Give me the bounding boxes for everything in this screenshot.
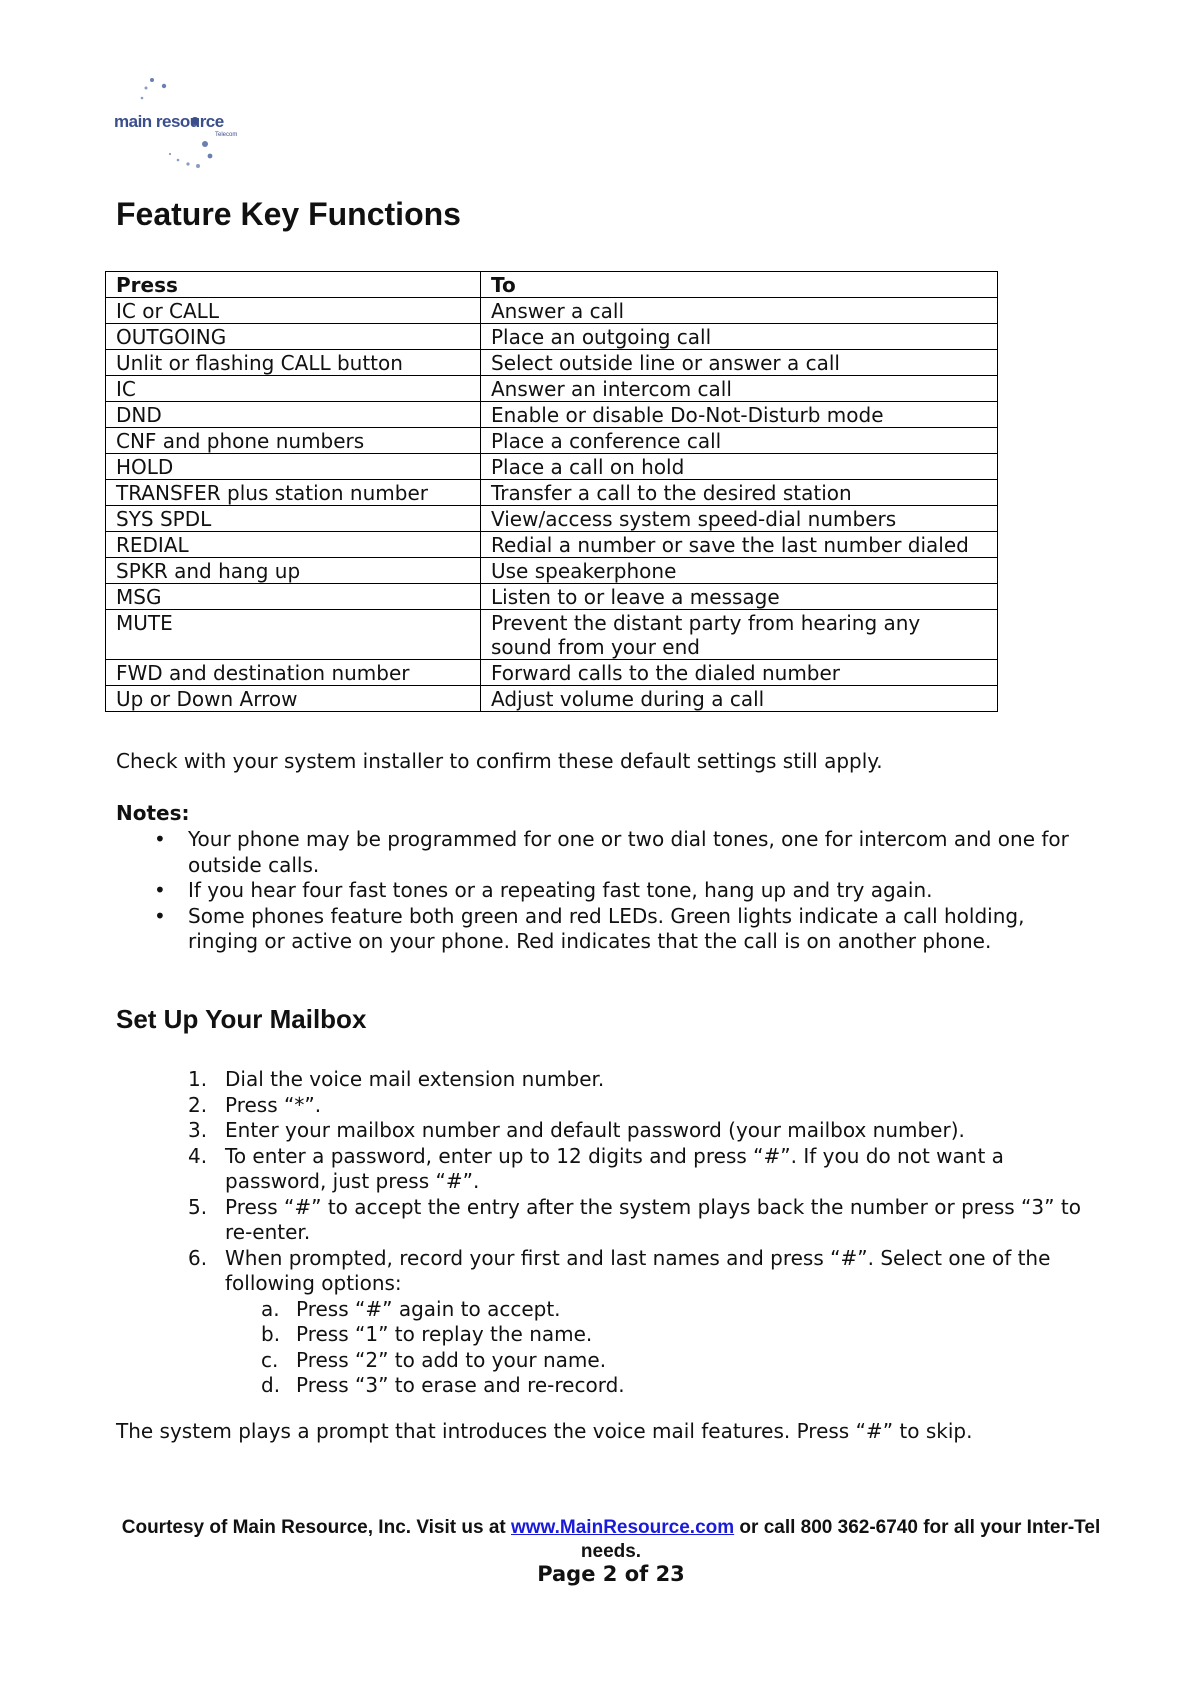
- sub-step-text: Press “3” to erase and re-record.: [296, 1373, 625, 1397]
- cell-press: SPKR and hang up: [106, 558, 481, 584]
- feature-key-table: [105, 271, 998, 712]
- cell-press: HOLD: [106, 454, 481, 480]
- table-row: [106, 402, 998, 428]
- cell-press: Unlit or flashing CALL button: [106, 350, 481, 376]
- cell-to: Select outside line or answer a call: [481, 350, 998, 376]
- table-row: [106, 506, 998, 532]
- cell-to: Use speakerphone: [481, 558, 998, 584]
- notes-list: [116, 827, 1096, 955]
- footer-prefix: Courtesy of Main Resource, Inc. Visit us at: [121, 1517, 511, 1538]
- step-text: Dial the voice mail extension number.: [225, 1067, 605, 1091]
- cell-to: Answer a call: [481, 298, 998, 324]
- cell-to: Adjust volume during a call: [481, 686, 998, 712]
- sub-step-text: Press “1” to replay the name.: [296, 1322, 593, 1346]
- sub-step-text: Press “2” to add to your name.: [296, 1347, 607, 1372]
- table-header-row: [106, 272, 998, 298]
- sub-step-letter: d.: [261, 1373, 281, 1397]
- note-text: If you hear four fast tones or a repeating fast tone, hang up and try again.: [188, 878, 933, 902]
- step-number: 6.: [188, 1245, 208, 1270]
- cell-press: TRANSFER plus station number: [106, 480, 481, 506]
- step-number: 4.: [188, 1143, 208, 1168]
- closing-text: The system plays a prompt that introduces the voice mail features. Press “#” to skip.: [116, 1419, 973, 1443]
- cell-to: Transfer a call to the desired station: [481, 480, 998, 506]
- table-row: [106, 660, 998, 686]
- note-text: Some phones feature both green and red LEDs. Green lights indicate a call holding, ringing or active on your phone. Red indicates that the call is on another phone.: [188, 903, 1025, 953]
- cell-to: Forward calls to the dialed number: [481, 660, 998, 686]
- cell-to: Enable or disable Do-Not-Disturb mode: [481, 402, 998, 428]
- cell-to: Prevent the distant party from hearing any sound from your end: [481, 610, 998, 660]
- list-item: [261, 1373, 1098, 1399]
- step-text: Enter your mailbox number and default password (your mailbox number).: [225, 1118, 965, 1142]
- table-row: [106, 480, 998, 506]
- table-row: [106, 558, 998, 584]
- cell-to: Listen to or leave a message: [481, 584, 998, 610]
- sub-step-letter: c.: [261, 1347, 279, 1372]
- page-number: Page 2 of 23: [537, 1562, 685, 1586]
- list-item: [261, 1297, 1098, 1323]
- bullet-icon: •: [154, 878, 166, 902]
- list-item: [116, 827, 1096, 878]
- step-number: 5.: [188, 1194, 208, 1219]
- cell-press: DND: [106, 402, 481, 428]
- step-number: 2.: [188, 1092, 208, 1117]
- table-row: [106, 454, 998, 480]
- header-to: To: [481, 272, 998, 298]
- cell-press: OUTGOING: [106, 324, 481, 350]
- cell-press: CNF and phone numbers: [106, 428, 481, 454]
- table-row: [106, 298, 998, 324]
- list-item: [261, 1348, 1098, 1374]
- sub-step-letter: b.: [261, 1322, 281, 1346]
- note-text: Your phone may be programmed for one or two dial tones, one for intercom and one for outside calls.: [188, 827, 1069, 877]
- list-item: [188, 1246, 1098, 1399]
- mailbox-sub-steps: [225, 1297, 1098, 1399]
- bullet-icon: •: [154, 903, 166, 928]
- cell-to: Redial a number or save the last number dialed: [481, 532, 998, 558]
- list-item: [188, 1144, 1098, 1195]
- step-text: Press “#” to accept the entry after the system plays back the number or press “3” to re-enter.: [225, 1194, 1081, 1244]
- list-item: [188, 1195, 1098, 1246]
- sub-step-letter: a.: [261, 1296, 280, 1321]
- list-item: [188, 1118, 1098, 1144]
- cell-press: Up or Down Arrow: [106, 686, 481, 712]
- cell-press: IC: [106, 376, 481, 402]
- table-row: [106, 532, 998, 558]
- sub-step-text: Press “#” again to accept.: [296, 1296, 561, 1321]
- cell-press: MUTE: [106, 610, 481, 660]
- cell-press: SYS SPDL: [106, 506, 481, 532]
- footer: [116, 1516, 1106, 1564]
- footer-suffix: or call 800 362-6740 for all your Inter-Tel needs.: [580, 1517, 1101, 1562]
- table-row: [106, 686, 998, 712]
- list-item: [116, 904, 1096, 955]
- cell-to: Answer an intercom call: [481, 376, 998, 402]
- table-row: [106, 428, 998, 454]
- bullet-icon: •: [154, 827, 166, 851]
- website-link[interactable]: www.MainResource.com: [511, 1517, 735, 1538]
- page-title: Feature Key Functions: [116, 196, 461, 232]
- step-text: When prompted, record your first and last names and press “#”. Select one of the following options:: [225, 1245, 1051, 1295]
- cell-to: View/access system speed-dial numbers: [481, 506, 998, 532]
- cell-to: Place a conference call: [481, 428, 998, 454]
- cell-press: FWD and destination number: [106, 660, 481, 686]
- table-row: [106, 584, 998, 610]
- list-item: [116, 878, 1096, 904]
- step-text: To enter a password, enter up to 12 digits and press “#”. If you do not want a password, just press “#”.: [225, 1143, 1004, 1193]
- step-number: 3.: [188, 1118, 208, 1142]
- cell-to: Place an outgoing call: [481, 324, 998, 350]
- notes-title: Notes:: [116, 801, 190, 825]
- cell-press: REDIAL: [106, 532, 481, 558]
- check-installer-text: Check with your system installer to confirm these default settings still apply.: [116, 749, 883, 773]
- step-text: Press “*”.: [225, 1092, 322, 1117]
- header-press: Press: [106, 272, 481, 298]
- cell-to: Place a call on hold: [481, 454, 998, 480]
- company-logo: [112, 74, 252, 174]
- cell-press: IC or CALL: [106, 298, 481, 324]
- list-item: [188, 1067, 1098, 1093]
- table-row: [106, 324, 998, 350]
- table-row: [106, 350, 998, 376]
- logo-text: main resource: [114, 112, 224, 131]
- list-item: [261, 1322, 1098, 1348]
- mailbox-steps: [188, 1067, 1098, 1399]
- logo-subtext: Telecom: [215, 132, 238, 138]
- step-number: 1.: [188, 1067, 208, 1091]
- list-item: [188, 1093, 1098, 1119]
- mailbox-section-title: Set Up Your Mailbox: [116, 1004, 367, 1034]
- table-row: [106, 610, 998, 660]
- table-row: [106, 376, 998, 402]
- cell-press: MSG: [106, 584, 481, 610]
